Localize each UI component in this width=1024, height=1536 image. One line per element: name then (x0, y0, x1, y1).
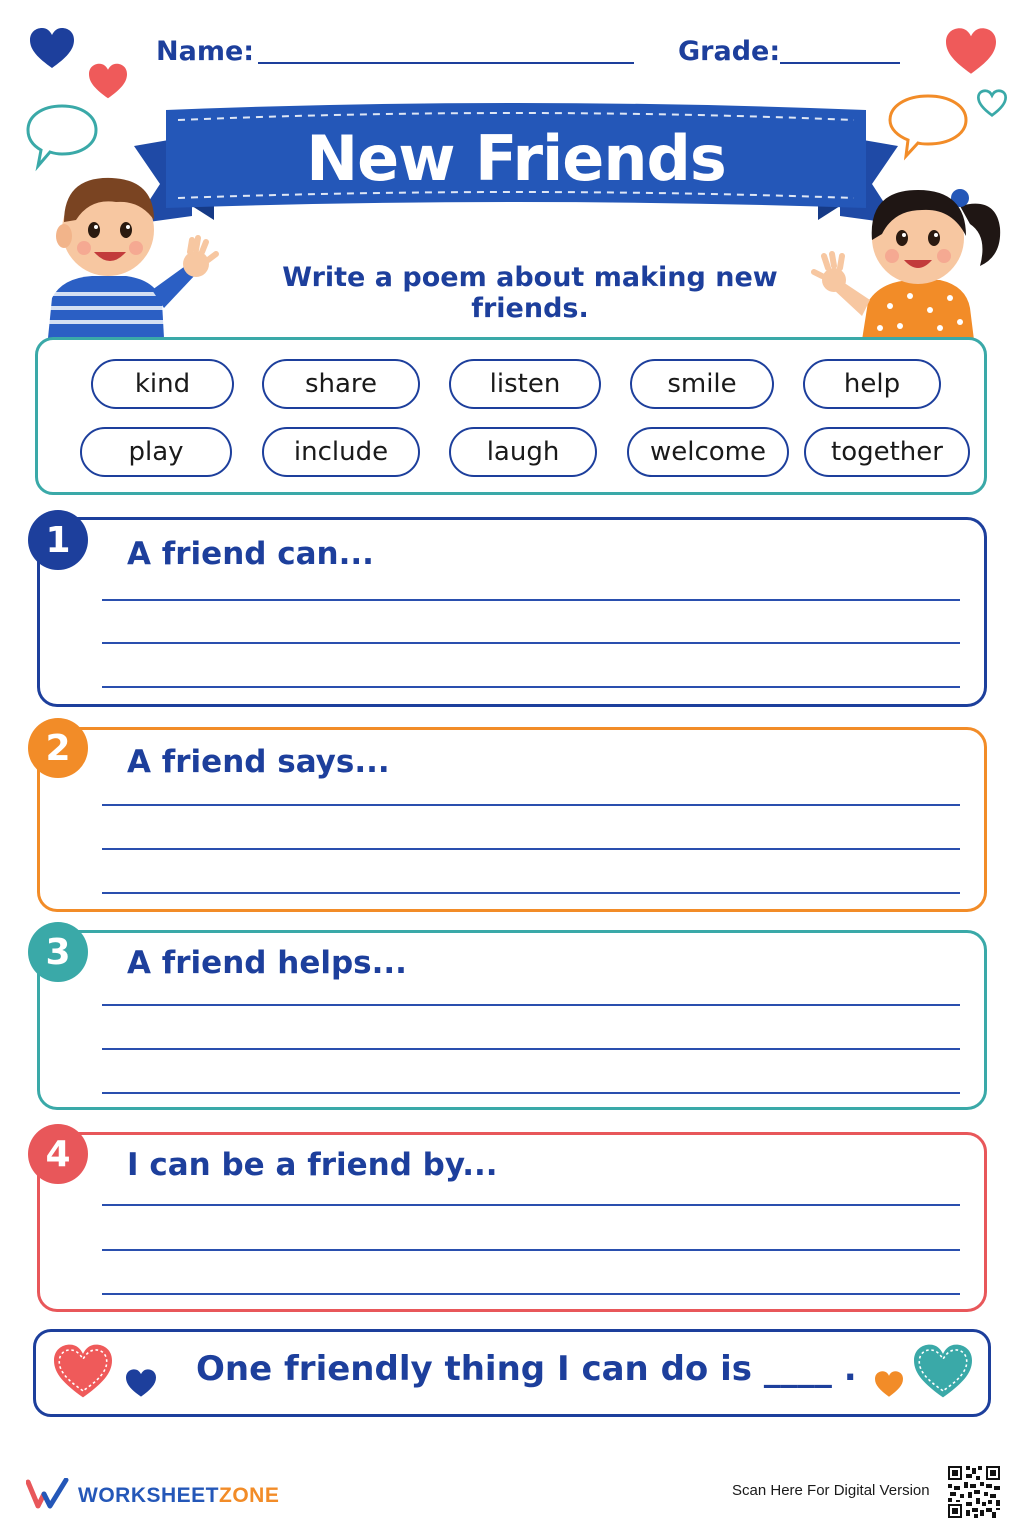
name-label: Name: (156, 36, 255, 67)
section-prompt: I can be a friend by... (127, 1147, 498, 1183)
blue-heart-icon (28, 26, 76, 70)
word-chip: share (262, 359, 420, 409)
writing-line[interactable] (102, 848, 960, 850)
poem-section-2 (37, 727, 987, 912)
blue-heart-icon (124, 1368, 158, 1398)
teal-heart-icon (910, 1342, 976, 1400)
writing-line[interactable] (102, 686, 960, 688)
word-chip: help (803, 359, 941, 409)
qr-code[interactable] (946, 1464, 1002, 1520)
poem-section-4 (37, 1132, 987, 1312)
writing-line[interactable] (102, 1004, 960, 1006)
girl-illustration (810, 176, 1010, 340)
section-number-badge: 2 (28, 718, 88, 778)
writing-line[interactable] (102, 892, 960, 894)
poem-section-1 (37, 517, 987, 707)
scan-instruction: Scan Here For Digital Version (732, 1482, 930, 1499)
writing-line[interactable] (102, 804, 960, 806)
friendly-thing-prompt: One friendly thing I can do is ____ . (196, 1349, 857, 1389)
word-chip: include (262, 427, 420, 477)
brand-name-part1: WORKSHEET (78, 1484, 219, 1507)
red-heart-icon (50, 1342, 116, 1400)
instruction-text: Write a poem about making new friends. (282, 262, 778, 324)
page-title: New Friends Poem (306, 122, 726, 268)
grade-label: Grade: (678, 36, 781, 67)
word-bank (35, 337, 987, 495)
red-heart-icon (943, 26, 999, 76)
section-number-badge: 3 (28, 922, 88, 982)
word-chip: welcome (627, 427, 789, 477)
poem-section-3 (37, 930, 987, 1110)
speech-bubble-icon (24, 102, 100, 172)
section-prompt: A friend can... (127, 536, 374, 572)
word-chip: smile (630, 359, 774, 409)
writing-line[interactable] (102, 1048, 960, 1050)
word-chip: laugh (449, 427, 597, 477)
name-input-line[interactable] (258, 62, 634, 64)
word-chip: play (80, 427, 232, 477)
section-prompt: A friend says... (127, 744, 390, 780)
word-chip: kind (91, 359, 234, 409)
writing-line[interactable] (102, 1249, 960, 1251)
brand-name-part2: ZONE (219, 1484, 280, 1507)
brand-name (78, 1484, 279, 1508)
section-number-badge: 4 (28, 1124, 88, 1184)
section-number-badge: 1 (28, 510, 88, 570)
section-prompt: A friend helps... (127, 945, 407, 981)
orange-heart-icon (873, 1370, 905, 1398)
boy-illustration (30, 170, 220, 338)
word-chip: together (804, 427, 970, 477)
red-heart-icon (87, 62, 129, 100)
word-chip: listen (449, 359, 601, 409)
writing-line[interactable] (102, 642, 960, 644)
writing-line[interactable] (102, 1092, 960, 1094)
teal-heart-outline-icon (975, 88, 1009, 118)
writing-line[interactable] (102, 1293, 960, 1295)
worksheetzone-logo-icon (26, 1478, 70, 1510)
grade-input-line[interactable] (780, 62, 900, 64)
writing-line[interactable] (102, 1204, 960, 1206)
writing-line[interactable] (102, 599, 960, 601)
